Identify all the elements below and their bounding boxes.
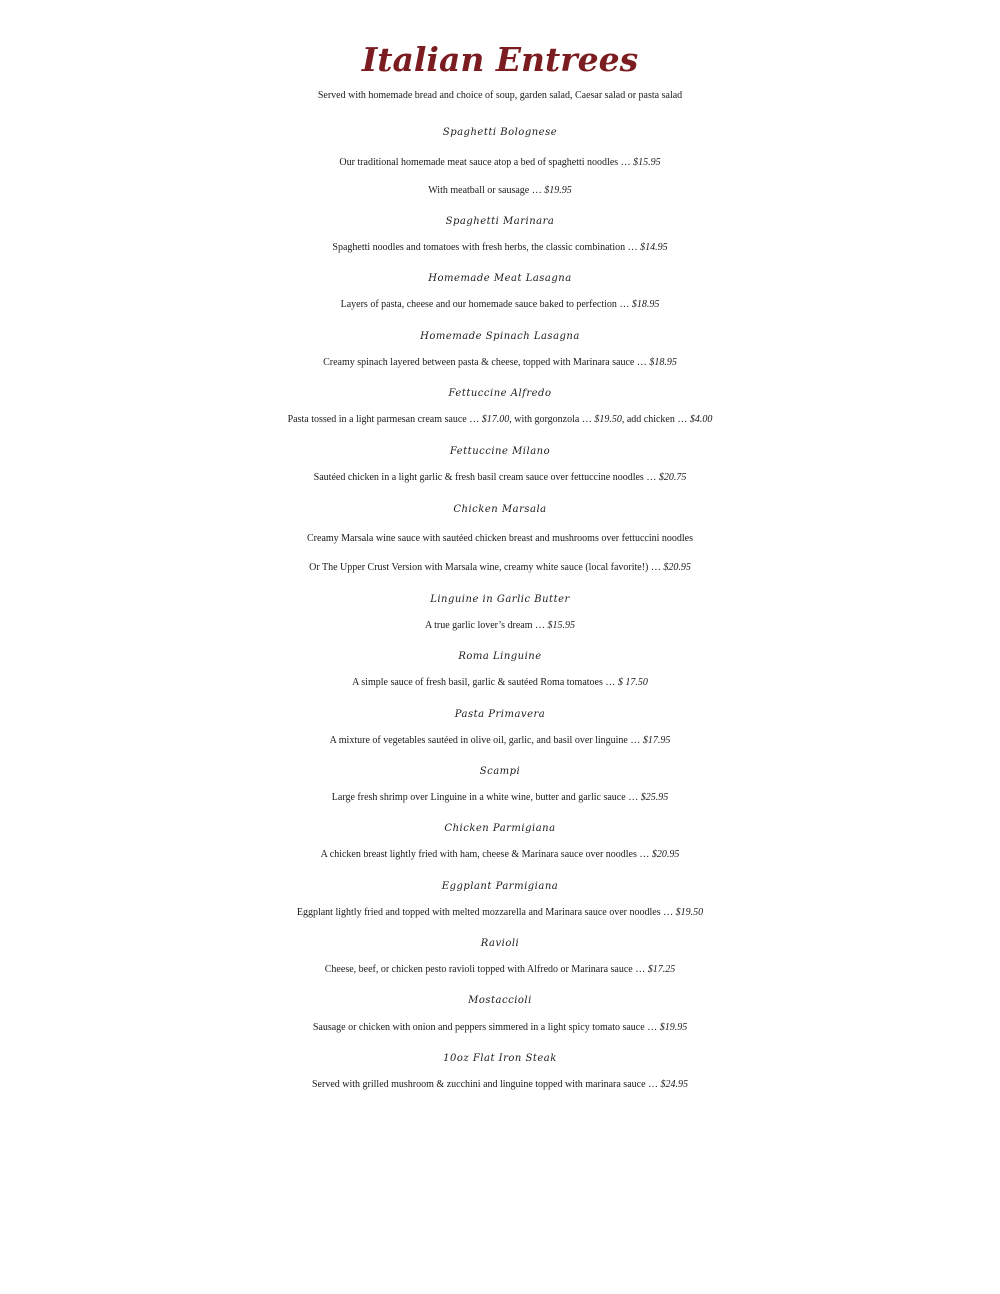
price: $4.00 [689,414,713,425]
dish-name: Ravioli [480,938,520,949]
price: $14.95 [640,242,668,253]
dish-description [0,179,1000,203]
dish-name: Pasta Primavera [454,709,546,720]
price: $20.75 [658,472,687,483]
price: $19.50 [594,414,622,425]
price-separator: … [632,964,648,975]
price: $20.95 [663,562,691,573]
dish-description [0,843,1000,867]
dish-description [0,614,1000,638]
dish-description [0,351,1000,375]
dish-name: Spaghetti Marinara [445,216,555,227]
price-separator: … [634,357,650,368]
description-text: Or The Upper Crust Version with Marsala wine, creamy white sauce (local favorite!) [309,562,649,573]
dish-description [0,556,1000,580]
dish-description [0,293,1000,317]
dish-description [0,408,1000,432]
dish-description [0,958,1000,982]
description-text: Spaghetti noodles and tomatoes with fresh herbs, the classic combination [332,242,626,253]
description-text: A mixture of vegetables sautéed in olive oil, garlic, and basil over linguine [329,735,628,746]
price: $18.95 [649,357,677,368]
price-separator: … [636,849,652,860]
description-text: , with gorgonzola [509,414,580,425]
description-text: Cheese, beef, or chicken pesto ravioli topped with Alfredo or Marinara sauce [324,964,633,975]
description-text: Pasta tossed in a light parmesan cream sauce [287,414,467,425]
price-separator: … [644,1022,660,1033]
price: $ 17.50 [617,677,648,688]
price-separator: … [625,792,641,803]
dish-name: Eggplant Parmigiana [441,881,559,892]
price-separator: … [602,677,618,688]
menu-subtitle: Served with homemade bread and choice of soup, garden salad, Caesar salad or pasta salad [317,90,683,101]
dish-description [0,151,1000,175]
description-text: A simple sauce of fresh basil, garlic & sautéed Roma tomatoes [352,677,603,688]
dish-name: Chicken Marsala [453,504,547,515]
price-separator: … [532,620,548,631]
price-separator: … [618,157,634,168]
description-text: Creamy spinach layered between pasta & cheese, topped with Marinara sauce [323,357,635,368]
description-text: Eggplant lightly fried and topped with melted mozzarella and Marinara sauce over noodles [296,907,661,918]
dish-name: Homemade Meat Lasagna [428,273,572,284]
menu-title: Italian Entrees [361,40,639,79]
dish-name: Fettuccine Milano [449,446,551,457]
price-separator: … [643,472,659,483]
price-separator: … [625,242,641,253]
dish-name: Homemade Spinach Lasagna [420,331,580,342]
price: $19.95 [659,1022,688,1033]
dish-name: Spaghetti Bolognese [442,127,558,138]
dish-description [0,671,1000,695]
description-text: Sautéed chicken in a light garlic & fresh basil cream sauce over fettuccine noodles [313,472,644,483]
description-text: Large fresh shrimp over Linguine in a white wine, butter and garlic sauce [331,792,626,803]
price: $15.95 [633,157,661,168]
price: $19.95 [544,185,572,196]
dish-name: Linguine in Garlic Butter [430,594,570,605]
dish-name: Mostaccioli [468,995,532,1006]
price: $17.00 [481,414,510,425]
price: $18.95 [631,299,660,310]
price-separator: … [529,185,545,196]
description-text: Layers of pasta, cheese and our homemade sauce baked to perfection [340,299,617,310]
price: $20.95 [651,849,680,860]
price-separator: … [648,562,664,573]
description-text: Sausage or chicken with onion and peppers simmered in a light spicy tomato sauce [312,1022,645,1033]
dish-name: Fettuccine Alfredo [448,388,552,399]
description-text: Our traditional homemade meat sauce atop a bed of spaghetti noodles [339,157,619,168]
price: $15.95 [547,620,576,631]
price-separator: … [616,299,632,310]
dish-name: Chicken Parmigiana [444,823,556,834]
dish-name: Scampi [479,766,521,777]
price-separator: … [579,414,595,425]
price-separator: … [627,735,643,746]
dish-description [0,901,1000,925]
price: $19.50 [675,907,704,918]
price: $25.95 [640,792,669,803]
description-text: With meatball or sausage [428,185,530,196]
price: $24.95 [660,1079,689,1090]
dish-description [0,466,1000,490]
description-text: Served with grilled mushroom & zucchini and linguine topped with marinara sauce [311,1079,646,1090]
dish-description [0,236,1000,260]
dish-description [0,786,1000,810]
description-text: A true garlic lover’s dream [424,620,533,631]
price: $17.95 [642,735,671,746]
price: $17.25 [647,964,676,975]
dish-name: Roma Linguine [458,651,542,662]
price-separator: … [645,1079,661,1090]
description-text: A chicken breast lightly fried with ham, cheese & Marinara sauce over noodles [320,849,637,860]
price-separator: … [660,907,676,918]
price-separator: … [466,414,482,425]
dish-description [0,527,1000,551]
dish-description [0,729,1000,753]
dish-description [0,1073,1000,1097]
description-text: Creamy Marsala wine sauce with sautéed chicken breast and mushrooms over fettuccini noodles [307,533,693,544]
price-separator: … [674,414,690,425]
dish-name: 10oz Flat Iron Steak [443,1053,557,1064]
dish-description [0,1016,1000,1040]
description-text: , add chicken [621,414,675,425]
